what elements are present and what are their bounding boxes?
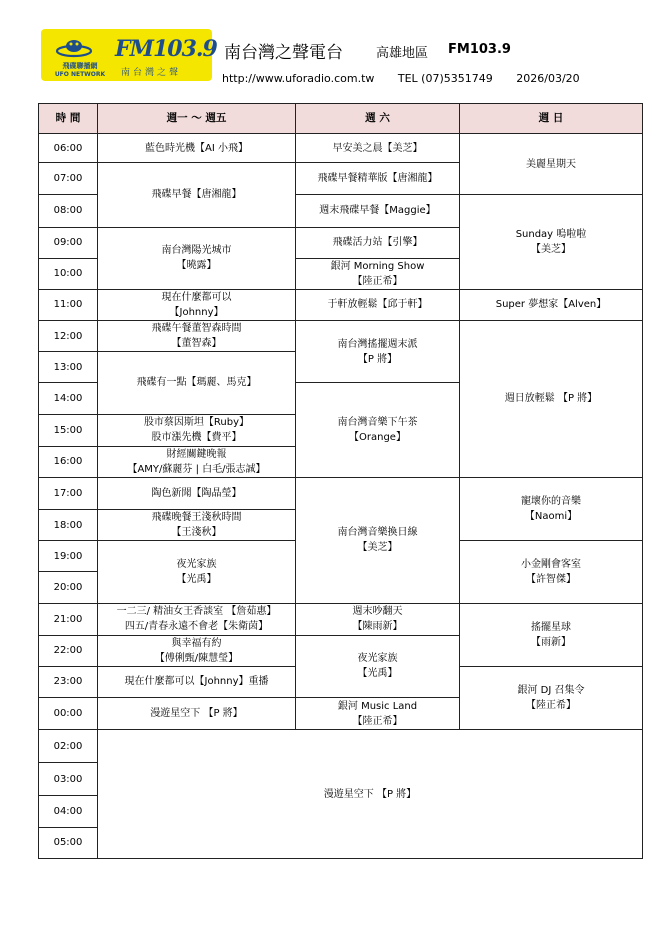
logo-fm-brand: FM103.9	[115, 36, 217, 62]
weekday-program	[98, 477, 296, 509]
saturday-program	[296, 698, 460, 730]
sunday-program	[460, 289, 643, 320]
saturday-program	[296, 163, 460, 195]
time-slot-row	[39, 730, 643, 763]
program-line: 【P 將】	[357, 353, 398, 365]
header-weekday: 週一 ～ 週五	[98, 104, 296, 134]
time-cell: 07:00	[39, 163, 98, 195]
program-line: 南台灣陽光城市	[161, 245, 232, 257]
weekday-program	[98, 603, 296, 635]
program-line: 【美芝】	[357, 542, 398, 554]
program-line: 【Johnny】	[169, 306, 224, 318]
time-cell: 10:00	[39, 258, 98, 289]
program-line: 週末飛碟早餐【Maggie】	[319, 205, 436, 217]
program-line: 【Naomi】	[524, 511, 578, 523]
program-line: 飛碟活力站【引擎】	[332, 237, 423, 249]
header-time: 時 間	[39, 104, 98, 134]
frequency: FM103.9	[448, 42, 511, 57]
program-line: 陶色新聞【陶晶瑩】	[151, 487, 242, 499]
program-line: 股市漲先機【費平】	[151, 432, 242, 444]
program-line: 夜光家族	[176, 558, 217, 570]
program-line: 漫遊星空下 【P 將】	[150, 708, 243, 720]
time-cell: 11:00	[39, 289, 98, 320]
weekday-program	[98, 414, 296, 446]
telephone: TEL (07)5351749	[397, 72, 493, 85]
saturday-program	[296, 635, 460, 697]
program-line: 搖擺星球	[531, 621, 571, 633]
time-cell: 06:00	[39, 134, 98, 163]
saturday-program	[296, 195, 460, 227]
program-line: 週末吵翻天	[352, 606, 403, 618]
time-cell: 20:00	[39, 572, 98, 603]
program-line: 小金剛會客室	[521, 558, 581, 570]
saturday-program	[296, 477, 460, 603]
program-line: 飛碟早餐【唐湘龍】	[151, 189, 242, 201]
weekday-program	[98, 321, 296, 352]
sunday-program	[460, 541, 643, 603]
weekday-program	[98, 134, 296, 163]
weekday-program	[98, 163, 296, 227]
time-cell: 14:00	[39, 383, 98, 414]
ufo-network-logo	[41, 29, 217, 81]
program-line: 【曉露】	[176, 260, 217, 272]
program-line: 寵壞你的音樂	[521, 496, 581, 508]
weekday-program	[98, 289, 296, 320]
program-line: 【傅俐甄/陳慧瑩】	[154, 652, 239, 664]
time-cell: 22:00	[39, 635, 98, 666]
time-cell: 23:00	[39, 666, 98, 697]
program-line: 南台灣音樂換日線	[337, 527, 418, 539]
program-line: 夜光家族	[357, 653, 398, 665]
sunday-program	[460, 666, 643, 729]
logo-network-zh: 飛碟聯播網	[62, 62, 98, 70]
saturday-program	[296, 227, 460, 258]
time-cell: 08:00	[39, 195, 98, 227]
program-line: 【陸正希】	[526, 700, 576, 712]
region: 高雄地區	[376, 46, 429, 61]
time-cell: 17:00	[39, 477, 98, 509]
program-line: 銀河 Music Land	[337, 700, 418, 712]
ufo-logo-icon	[55, 34, 93, 60]
time-cell: 12:00	[39, 321, 98, 352]
program-line: 【雨新】	[531, 636, 571, 648]
weekday-program	[98, 698, 296, 730]
program-line: 飛碟早餐精華版【唐湘龍】	[317, 173, 438, 185]
sunday-program	[460, 321, 643, 478]
header-saturday: 週 六	[296, 104, 460, 134]
overnight-program	[98, 730, 643, 859]
program-line: 飛碟晚餐王淺秋時間	[151, 512, 242, 524]
sunday-program	[460, 477, 643, 540]
saturday-program	[296, 134, 460, 163]
program-line: 漫遊星空下 【P 將】	[323, 788, 417, 800]
saturday-program	[296, 289, 460, 320]
schedule-date: 2026/03/20	[516, 72, 580, 85]
program-line: 南台灣搖擺週末派	[337, 338, 418, 350]
time-cell: 05:00	[39, 827, 98, 858]
time-slot-row	[39, 477, 643, 509]
program-line: 週日放輕鬆 【P 將】	[504, 393, 598, 405]
sunday-program	[460, 195, 643, 290]
saturday-program	[296, 383, 460, 478]
time-cell: 09:00	[39, 227, 98, 258]
time-cell: 02:00	[39, 730, 98, 763]
program-line: 【光禹】	[176, 573, 217, 585]
weekday-program	[98, 541, 296, 603]
website-link[interactable]: http://www.uforadio.com.tw	[222, 72, 375, 85]
program-line: 銀河 DJ 召集令	[517, 685, 585, 697]
time-cell: 16:00	[39, 446, 98, 477]
weekday-program	[98, 510, 296, 541]
program-line: 現在什麼都可以【Johnny】重播	[124, 676, 269, 688]
program-line: 一二三/ 精油女王香談室 【詹茹惠】	[116, 606, 277, 618]
weekday-program	[98, 446, 296, 477]
time-cell: 18:00	[39, 510, 98, 541]
program-schedule-table	[38, 103, 643, 859]
program-line: 【AMY/蘇麗芬 | 白毛/張志誠】	[127, 463, 266, 475]
header-sunday: 週 日	[460, 104, 643, 134]
time-slot-row	[39, 134, 643, 163]
logo-network-en: UFO NETWORK	[54, 71, 106, 78]
time-cell: 03:00	[39, 763, 98, 795]
program-line: 銀河 Morning Show	[330, 260, 425, 272]
time-cell: 04:00	[39, 795, 98, 827]
program-line: 【陸正希】	[352, 275, 403, 287]
contact-line	[222, 72, 600, 85]
program-line: 【陸正希】	[352, 715, 403, 727]
station-name: 南台灣之聲電台	[224, 43, 343, 63]
saturday-program	[296, 321, 460, 383]
time-cell: 13:00	[39, 352, 98, 383]
weekday-program	[98, 227, 296, 289]
program-line: 【光禹】	[357, 668, 398, 680]
time-cell: 00:00	[39, 698, 98, 730]
time-cell: 19:00	[39, 541, 98, 572]
sunday-program	[460, 134, 643, 195]
weekday-program	[98, 352, 296, 414]
program-line: 美麗星期天	[526, 158, 576, 170]
program-line: 【美芝】	[531, 244, 571, 256]
program-line: Super 夢想家【Alven】	[495, 299, 607, 311]
program-line: 于軒放輕鬆【邱于軒】	[327, 299, 428, 311]
logo-subtitle: 南台灣之聲	[121, 68, 182, 78]
time-slot-row	[39, 289, 643, 320]
program-line: 【許智傑】	[526, 573, 576, 585]
program-line: 四五/青春永遠不會老【朱衛茵】	[124, 621, 269, 633]
program-line: 股市蔡因斯坦【Ruby】	[143, 417, 250, 429]
time-cell: 21:00	[39, 603, 98, 635]
program-line: 與幸福有約	[171, 637, 222, 649]
header-row	[39, 104, 643, 134]
program-line: 南台灣音樂下午茶	[337, 417, 418, 429]
program-line: 【陳雨新】	[352, 621, 403, 633]
program-line: 【董智森】	[171, 338, 222, 350]
sunday-program	[460, 603, 643, 666]
program-line: 財經關鍵晚報	[166, 448, 227, 460]
program-line: 早安美之晨【美芝】	[332, 142, 423, 154]
time-slot-row	[39, 321, 643, 352]
saturday-program	[296, 603, 460, 635]
program-line: 現在什麼都可以	[161, 291, 232, 303]
program-line: Sunday 嗚啦啦	[515, 229, 587, 241]
program-line: 【王淺秋】	[171, 527, 222, 539]
program-line: 飛碟午餐董智森時間	[151, 323, 242, 335]
program-line: 藍色時光機【AI 小飛】	[145, 142, 248, 154]
program-line: 【Orange】	[349, 432, 406, 444]
saturday-program	[296, 258, 460, 289]
time-cell: 15:00	[39, 414, 98, 446]
weekday-program	[98, 666, 296, 697]
weekday-program	[98, 635, 296, 666]
time-slot-row	[39, 603, 643, 635]
program-line: 飛碟有一點【瑪麗、馬克】	[136, 377, 257, 389]
